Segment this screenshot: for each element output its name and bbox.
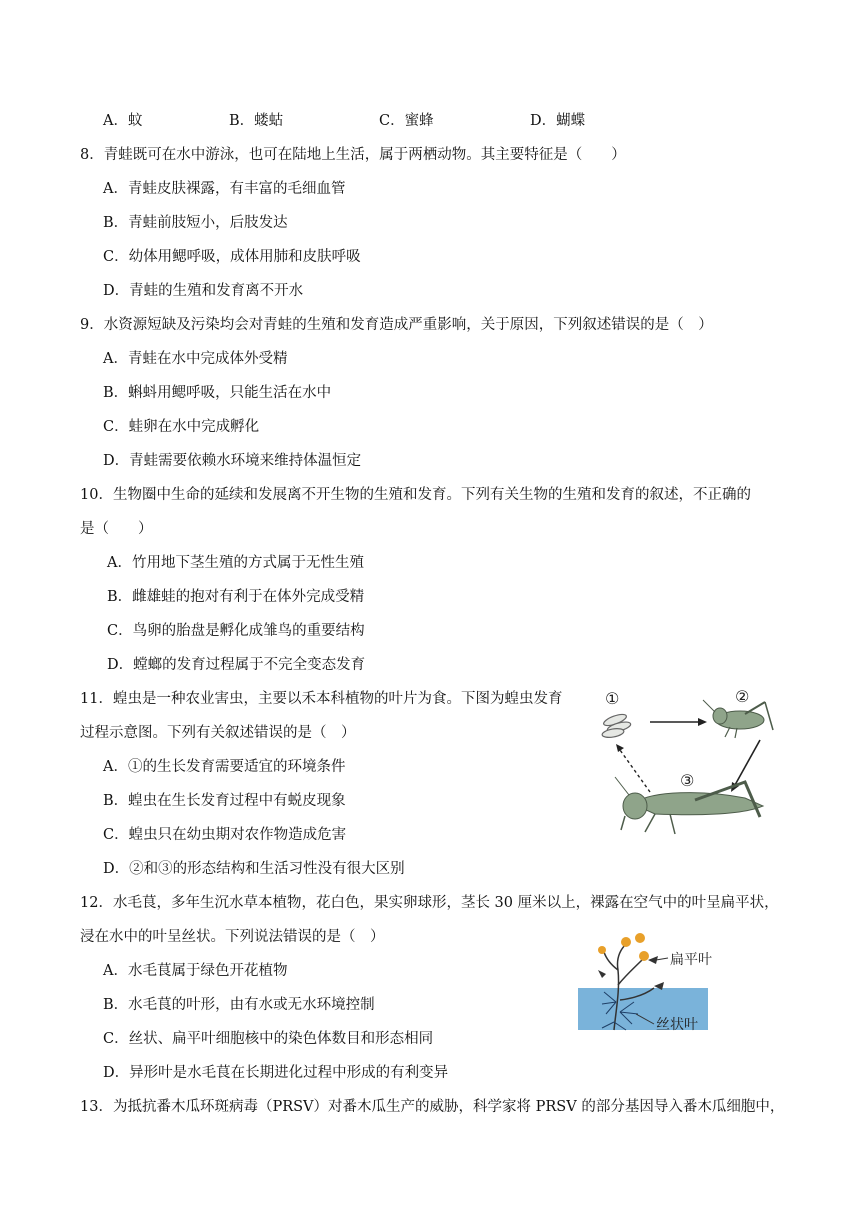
q11-option-c: C．蝗虫只在幼虫期对农作物造成危害: [103, 827, 347, 843]
q10-option-a: A．竹用地下茎生殖的方式属于无性生殖: [107, 555, 364, 571]
q11-stem-line1: 11．蝗虫是一种农业害虫，主要以禾本科植物的叶片为食。下图为蝗虫发育: [80, 691, 563, 707]
q8-option-d: D．青蛙的生殖和发育离不开水: [103, 283, 304, 299]
q7-option-b: B．蝼蛄: [229, 113, 284, 129]
q8-stem: 8．青蛙既可在水中游泳，也可在陆地上生活，属于两栖动物。其主要特征是（ ）: [80, 147, 626, 163]
q9-option-a: A．青蛙在水中完成体外受精: [103, 351, 288, 367]
water-buttercup-figure: [576, 930, 756, 1035]
q10-option-c: C．鸟卵的胎盘是孵化成雏鸟的重要结构: [107, 623, 365, 639]
figure-label-3: ③: [680, 771, 695, 790]
q10-stem-line2: 是（ ）: [80, 521, 153, 537]
locust-development-figure: [595, 682, 785, 842]
locust-eggs-image: [601, 712, 631, 739]
q11-option-d: D．②和③的形态结构和生活习性没有很大区别: [103, 861, 405, 877]
q8-option-a: A．青蛙皮肤裸露，有丰富的毛细血管: [103, 181, 346, 197]
q10-option-b: B．雌雄蛙的抱对有利于在体外完成受精: [107, 589, 365, 605]
q12-option-d: D．异形叶是水毛茛在长期进化过程中形成的有利变异: [103, 1065, 449, 1081]
q12-stem-line1: 12．水毛茛，多年生沉水草本植物，花白色，果实卵球形，茎长 30 厘米以上，裸露在空气中的叶呈扁平状，: [80, 895, 779, 911]
q9-option-c: C．蛙卵在水中完成孵化: [103, 419, 260, 435]
q11-option-a: A．①的生长发育需要适宜的环境条件: [103, 759, 346, 775]
q12-option-b: B．水毛茛的叶形，由有水或无水环境控制: [103, 997, 375, 1013]
q9-option-b: B．蝌蚪用鳃呼吸，只能生活在水中: [103, 385, 332, 401]
q7-option-a: A．蚊: [103, 113, 143, 129]
q11-option-b: B．蝗虫在生长发育过程中有蜕皮现象: [103, 793, 346, 809]
q12-option-c: C．丝状、扁平叶细胞核中的染色体数目和形态相同: [103, 1031, 434, 1047]
flat-leaf-label: 扁平叶: [670, 952, 712, 968]
q10-option-d: D．螳螂的发育过程属于不完全变态发育: [107, 657, 366, 673]
q7-options-row: [0, 111, 860, 131]
arrow-eggs-to-nymph: [650, 718, 707, 726]
q7-option-d: D．蝴蝶: [530, 113, 586, 129]
q12-option-a: A．水毛茛属于绿色开花植物: [103, 963, 288, 979]
q11-stem-line2: 过程示意图。下列有关叙述错误的是（ ）: [80, 725, 356, 741]
figure-label-2: ②: [735, 687, 750, 706]
q8-option-c: C．幼体用鳃呼吸，成体用肺和皮肤呼吸: [103, 249, 361, 265]
q7-option-c: C．蜜蜂: [379, 113, 434, 129]
q10-stem-line1: 10．生物圈中生命的延续和发展离不开生物的生殖和发育。下列有关生物的生殖和发育的叙述，不正确的: [80, 487, 751, 503]
filiform-leaf-label: 丝状叶: [656, 1017, 698, 1033]
figure-label-1: ①: [605, 689, 620, 708]
q12-stem-line2: 浸在水中的叶呈丝状。下列说法错误的是（ ）: [80, 929, 385, 945]
flat-leaf-pointer: [656, 958, 668, 960]
q9-option-d: D．青蛙需要依赖水环境来维持体温恒定: [103, 453, 362, 469]
q8-option-b: B．青蛙前肢短小，后肢发达: [103, 215, 288, 231]
flat-leaves: [598, 956, 664, 990]
q13-stem-line1: 13．为抵抗番木瓜环斑病毒（PRSV）对番木瓜生产的威胁，科学家将 PRSV 的部分基因导入番木瓜细胞中，: [80, 1099, 785, 1115]
q9-stem: 9．水资源短缺及污染均会对青蛙的生殖和发育造成严重影响，关于原因，下列叙述错误的是（ ）: [80, 317, 713, 333]
